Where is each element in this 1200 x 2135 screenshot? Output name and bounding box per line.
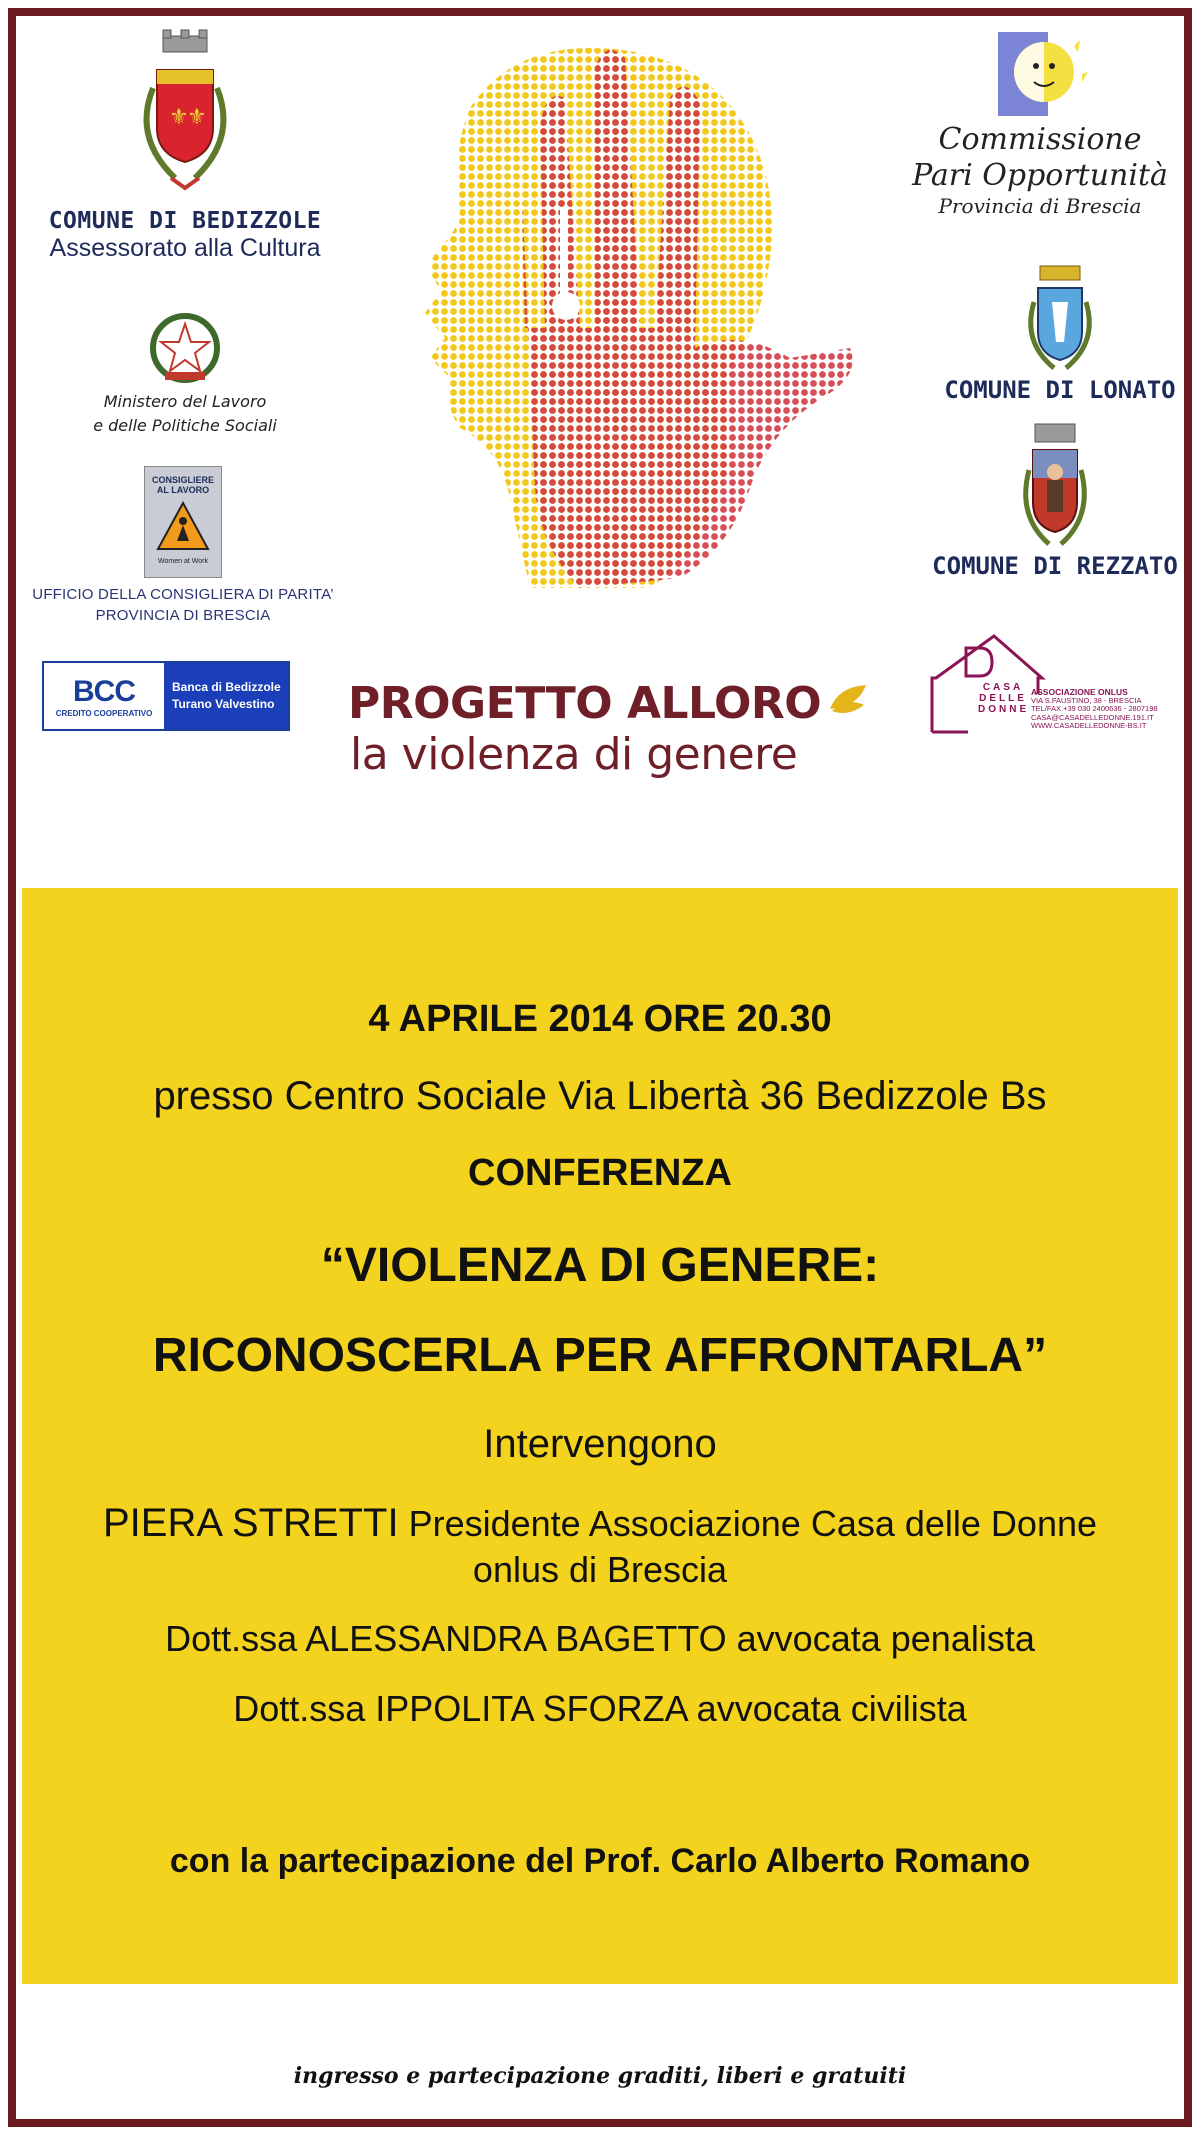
rezzato-crest-icon xyxy=(1013,420,1097,552)
commissione-line1: Commissione xyxy=(938,122,1142,157)
event-title-line2: RICONOSCERLA PER AFFRONTARLA” xyxy=(152,1329,1048,1382)
footer-note: ingresso e partecipazione graditi, liberi e gratuiti xyxy=(293,2063,907,2089)
rezzato-logo xyxy=(930,420,1180,580)
speaker-3: Dott.ssa IPPOLITA SFORZA avvocata civilista xyxy=(233,1688,967,1729)
bedizzole-logo xyxy=(30,28,340,263)
italian-emblem-icon xyxy=(147,310,223,390)
event-title-line1: “VIOLENZA DI GENERE: xyxy=(320,1239,880,1292)
speaker-1-role-a: Presidente Associazione Casa delle Donne xyxy=(398,1503,1098,1544)
sun-moon-icon xyxy=(990,26,1090,122)
casa-letters: CASA DELLE DONNE xyxy=(978,682,1030,715)
casa-info-2: VIA S.FAUSTINO, 38 - BRESCIA xyxy=(1031,695,1142,705)
consigliera-badge xyxy=(144,466,222,578)
bcc-small: CREDITO COOPERATIVO xyxy=(55,708,153,718)
speaker-1 xyxy=(22,1500,1178,1593)
svg-text:⚜: ⚜ xyxy=(169,105,189,130)
casa-info-4: CASA@CASADELLEDONNE.191.IT xyxy=(1031,712,1154,722)
casa-info xyxy=(1031,688,1158,731)
event-place: presso Centro Sociale Via Libertà 36 Bedizzole Bs xyxy=(153,1074,1047,1118)
consigliera-line2: PROVINCIA DI BRESCIA xyxy=(95,607,271,624)
casa-info-5: WWW.CASADELLEDONNE-BS.IT xyxy=(1031,721,1147,730)
consigliera-badge-line2: AL LAVORO xyxy=(156,485,210,495)
casa-info-1: ASSOCIAZIONE ONLUS xyxy=(1031,687,1128,697)
event-date: 4 APRILE 2014 ORE 20.30 xyxy=(368,998,832,1040)
lonato-crest-icon xyxy=(1018,262,1102,376)
laurel-leaf-icon xyxy=(828,683,868,713)
rezzato-name: COMUNE DI REZZATO xyxy=(932,552,1178,580)
consigliera-badge-line1: CONSIGLIERE xyxy=(151,475,214,485)
hand-face-graphic xyxy=(350,28,870,648)
women-at-work-sign-icon xyxy=(156,501,210,553)
casa-info-3: TEL/FAX +39 030 2400636 - 2807198 xyxy=(1031,704,1158,713)
event-panel xyxy=(22,888,1178,1984)
event-type: CONFERENZA xyxy=(468,1152,732,1194)
svg-text:⚜: ⚜ xyxy=(187,105,207,130)
consigliera-badge-caption: Women at Work xyxy=(158,558,208,565)
bedizzole-name: COMUNE DI BEDIZZOLE xyxy=(48,208,322,234)
commissione-logo xyxy=(900,26,1180,218)
participation-note: con la partecipazione del Prof. Carlo Alberto Romano xyxy=(169,1842,1031,1880)
ministero-logo xyxy=(60,310,310,438)
casa-delle-donne-logo xyxy=(928,634,1178,734)
speaker-1-role-b: onlus di Brescia xyxy=(472,1549,728,1590)
speakers-intro: Intervengono xyxy=(483,1422,717,1466)
consigliera-line1: UFFICIO DELLA CONSIGLIERA DI PARITA’ xyxy=(32,586,334,603)
bcc-mark-area xyxy=(44,663,164,729)
provincia-brescia: Provincia di Brescia xyxy=(938,194,1142,218)
lonato-name: COMUNE DI LONATO xyxy=(944,376,1176,404)
project-title: PROGETTO ALLORO xyxy=(348,678,822,729)
project-subtitle: la violenza di genere xyxy=(350,729,798,780)
consigliera-logo xyxy=(28,466,338,626)
bcc-mark: BCC xyxy=(73,674,135,708)
ministero-line1: Ministero del Lavoro xyxy=(103,392,267,411)
speaker-2: Dott.ssa ALESSANDRA BAGETTO avvocata penalista xyxy=(165,1618,1035,1659)
bedizzole-crest-icon xyxy=(125,28,245,208)
ministero-line2: e delle Politiche Sociali xyxy=(93,416,277,435)
bedizzole-sub: Assessorato alla Cultura xyxy=(49,234,321,262)
bcc-line2: Turano Valvestino xyxy=(172,697,275,711)
bcc-logo xyxy=(42,661,290,731)
lonato-logo xyxy=(940,262,1180,404)
bcc-name-area xyxy=(164,663,288,729)
bcc-line1: Banca di Bedizzole xyxy=(172,680,281,694)
commissione-line2: Pari Opportunità xyxy=(912,158,1168,193)
speaker-1-name: PIERA STRETTI xyxy=(102,1501,399,1545)
